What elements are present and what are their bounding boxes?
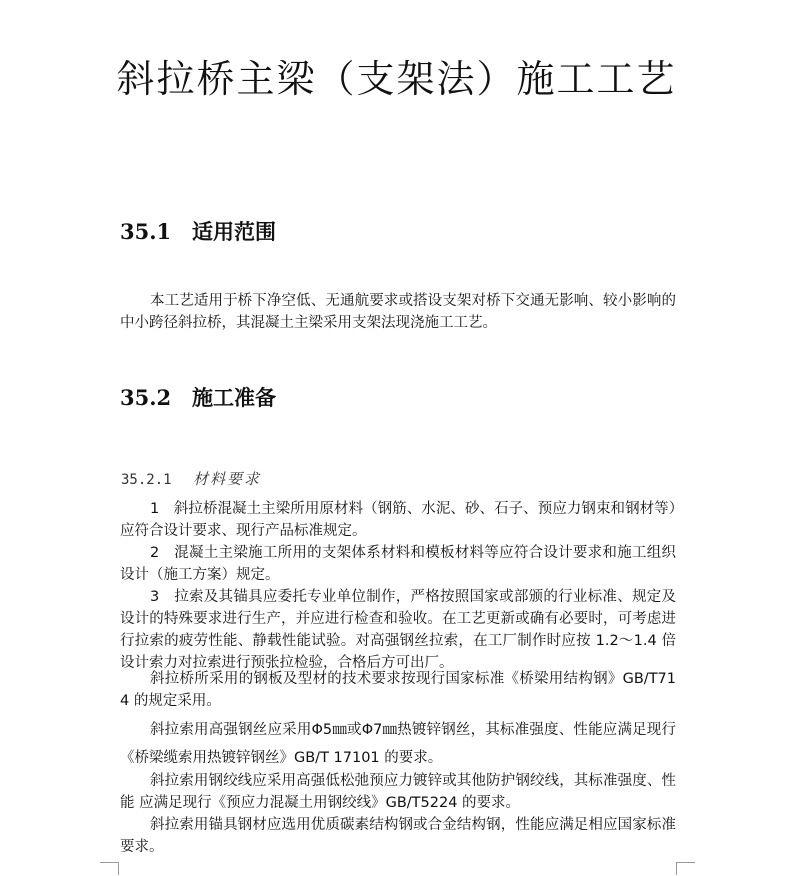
section-number: 35.1 <box>120 219 172 244</box>
section-heading-35-2 <box>120 382 276 412</box>
document-title: 斜拉桥主梁（支架法）施工工艺 <box>116 57 677 101</box>
section-number: 35.2 <box>120 385 172 410</box>
paragraph-item-3: 3 拉索及其锚具应委托专业单位制作，严格按照国家或部颁的行业标准、规定及设计的特殊要求进行生产，并应进行检查和验收。在工艺更新或确有必要时，可考虑进行拉索的疲劳性能、静载性能试验。对高强钢丝拉索，在工厂制作时应按 1.2～1.4 倍设计索力对拉索进行预张拉检验，合格后方可出厂。 <box>120 589 676 671</box>
subsection-heading-35-2-1 <box>121 468 261 489</box>
subsection-number: 35.2.1 <box>121 472 172 488</box>
section-title: 施工准备 <box>192 386 276 410</box>
paragraph-strand: 斜拉索用钢绞线应采用高强低松弛预应力镀锌或其他防护钢绞线，其标准强度、性能 应满足现行《预应力混凝土用钢绞线》GB/T5224 的要求。 <box>120 773 676 811</box>
section-paragraph: 本工艺适用于桥下净空低、无通航要求或搭设支架对桥下交通无影响、较小影响的中小跨径斜拉桥，其混凝土主梁采用支架法现浇施工工艺。 <box>120 293 676 331</box>
section-heading-35-1 <box>120 216 276 246</box>
section-title: 适用范围 <box>192 220 276 244</box>
page-corner-mark-left <box>100 862 119 875</box>
paragraph-item-2: 2 混凝土主梁施工所用的支架体系材料和模板材料等应符合设计要求和施工组织设计（施工方案）规定。 <box>120 545 676 583</box>
paragraph-steel-plate: 斜拉桥所采用的钢板及型材的技术要求按现行国家标准《桥梁用结构钢》GB/T714 的规定采用。 <box>120 671 676 709</box>
paragraph-steel-wire: 斜拉索用高强钢丝应采用Φ5㎜或Φ7㎜热镀锌钢丝，其标准强度、性能应满足现行《桥梁缆索用热镀锌钢丝》GB/T 17101 的要求。 <box>120 722 676 766</box>
page-corner-mark-right <box>676 862 695 875</box>
subsection-title: 材料要求 <box>193 470 262 488</box>
paragraph-item-1: 1 斜拉桥混凝土主梁所用原材料（钢筋、水泥、砂、石子、预应力钢束和钢材等）应符合设计要求、现行产品标准规定。 <box>120 501 676 539</box>
paragraph-anchor: 斜拉索用锚具钢材应选用优质碳素结构钢或合金结构钢，性能应满足相应国家标准要求。 <box>120 817 676 855</box>
